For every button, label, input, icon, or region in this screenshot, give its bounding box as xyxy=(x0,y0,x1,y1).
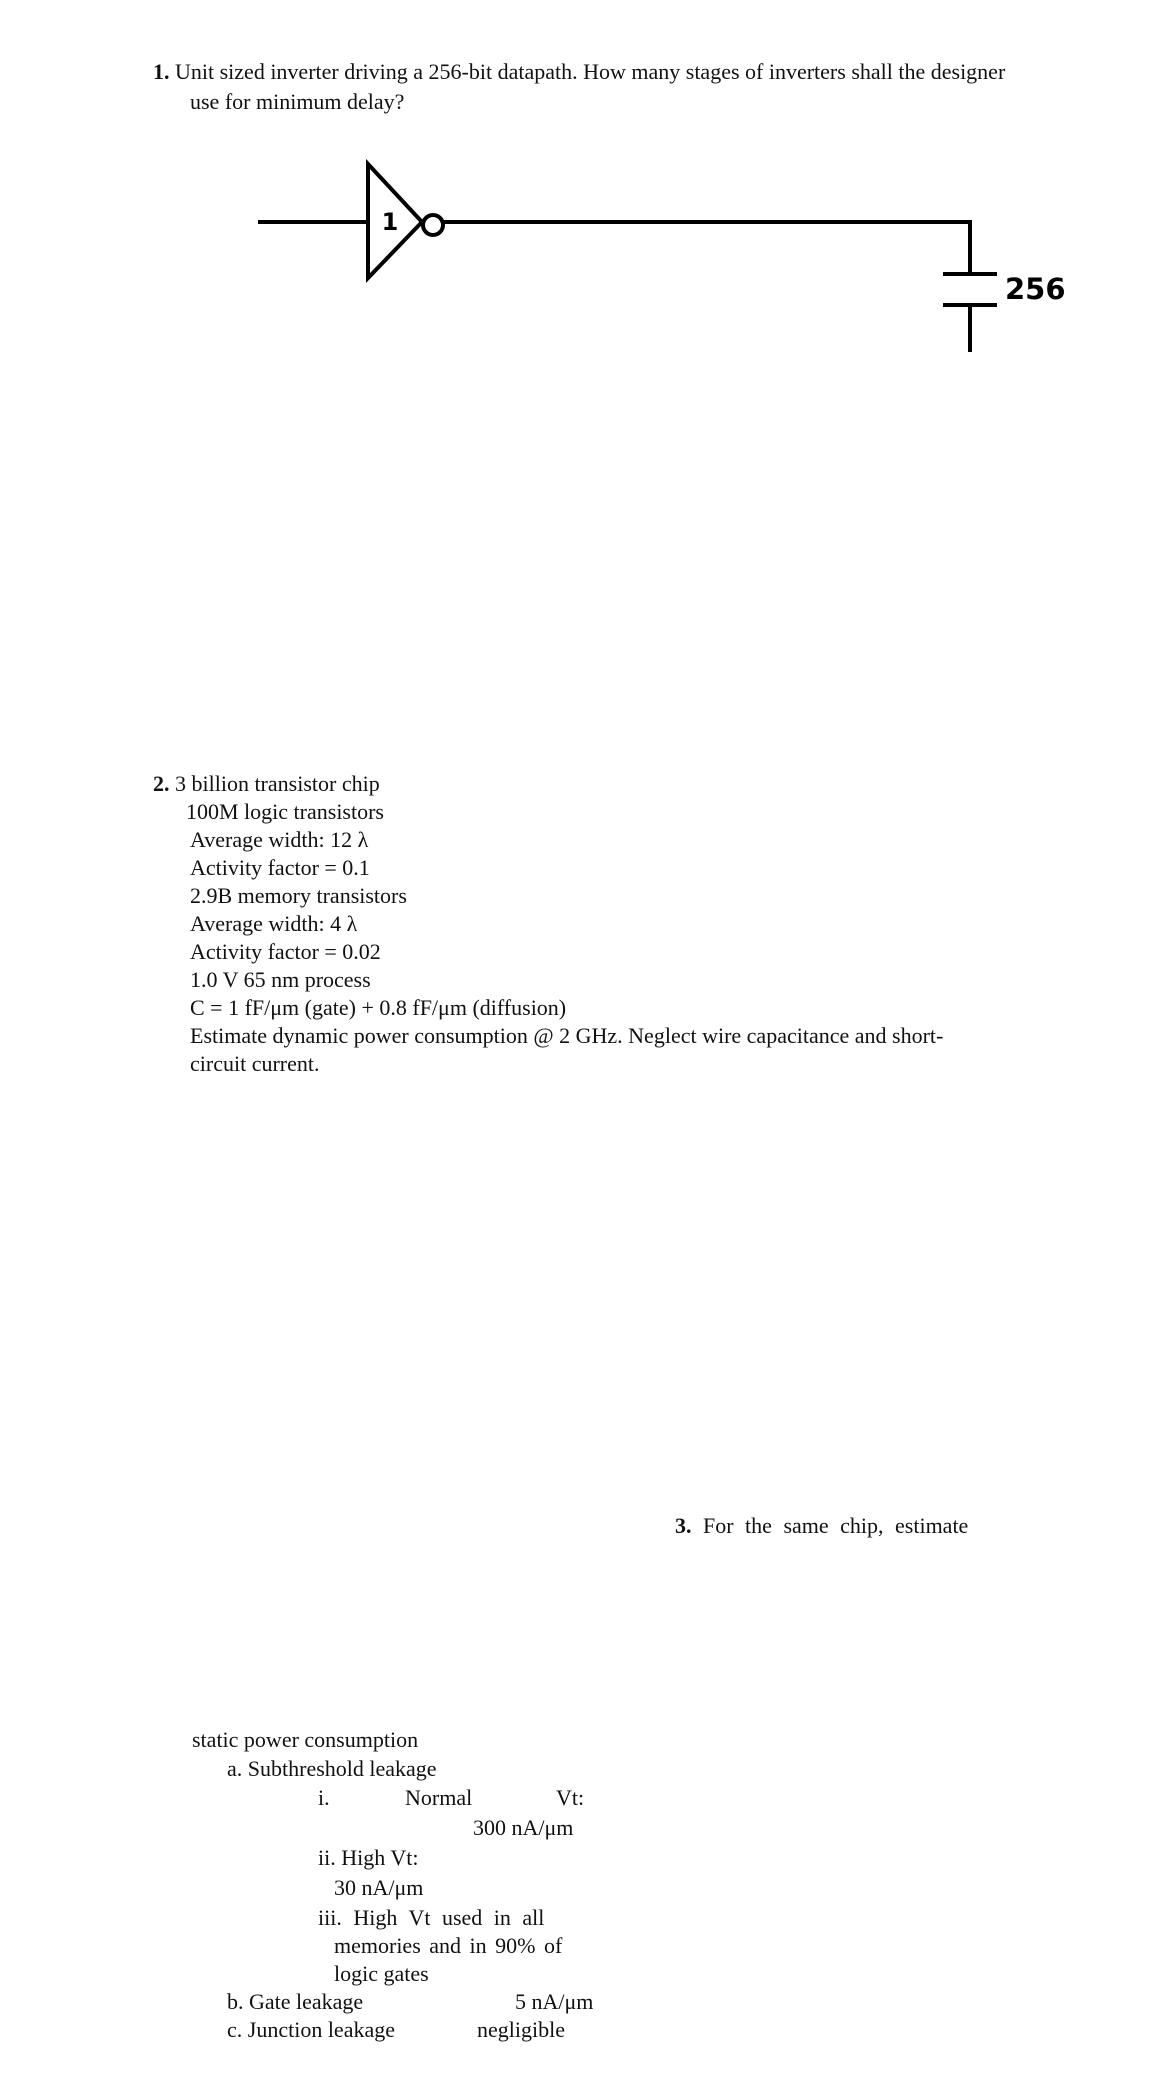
q3-gate-leakage-value: 5 nA/μm xyxy=(515,1989,594,2014)
q3-junction-leakage-value: negligible xyxy=(477,2017,565,2042)
q2-line: 100M logic transistors xyxy=(186,799,384,824)
q3-junction-leakage-label: c. Junction leakage xyxy=(227,2017,395,2042)
q1-line2: use for minimum delay? xyxy=(190,89,405,114)
q2-line: Average width: 12 λ xyxy=(190,827,369,852)
q3-static-line: static power consumption xyxy=(192,1727,419,1752)
q2-intro-line xyxy=(153,770,380,797)
q3-i-value: 300 nA/μm xyxy=(473,1815,574,1840)
q3-intro-line xyxy=(675,1512,968,1539)
q2-line: Average width: 4 λ xyxy=(190,911,358,936)
q2-line: circuit current. xyxy=(190,1051,320,1076)
q2-line: Activity factor = 0.1 xyxy=(190,855,370,880)
load-capacitance-label: 256 xyxy=(1005,272,1066,306)
q3-gate-leakage-label: b. Gate leakage xyxy=(227,1989,364,2014)
q3-iii-line1: iii. High Vt used in all xyxy=(318,1905,545,1930)
q1-number: 1. xyxy=(153,59,170,84)
q3-subthreshold-label: a. Subthreshold leakage xyxy=(227,1756,437,1781)
q3-ii-label: ii. High Vt: xyxy=(318,1845,419,1870)
q2-line: Estimate dynamic power consumption @ 2 GHz. Neglect wire capacitance and short- xyxy=(190,1023,944,1048)
q2-line: C = 1 fF/μm (gate) + 0.8 fF/μm (diffusion) xyxy=(190,995,567,1020)
q3-i-label: i. xyxy=(318,1785,330,1810)
q1-text: Unit sized inverter driving a 256-bit datapath. How many stages of inverters shall the designer xyxy=(175,59,1006,84)
q2-line: 2.9B memory transistors xyxy=(190,883,407,908)
inverter-size-label: 1 xyxy=(381,208,399,236)
inverter-circuit-diagram xyxy=(0,0,1170,400)
q3-iii-line3: logic gates xyxy=(334,1961,429,1986)
q3-i-vt: Vt: xyxy=(556,1785,585,1810)
q3-iii-line2: memories and in 90% of xyxy=(334,1933,563,1958)
q2-line: 1.0 V 65 nm process xyxy=(190,967,371,992)
q3-i-normal: Normal xyxy=(405,1785,473,1810)
q3-number: 3. xyxy=(675,1513,692,1538)
q3-ii-value: 30 nA/μm xyxy=(334,1875,424,1900)
q3-intro: For the same chip, estimate xyxy=(703,1513,969,1538)
q2-line: Activity factor = 0.02 xyxy=(190,939,381,964)
q2-number: 2. xyxy=(153,771,170,796)
inverter-output-bubble xyxy=(423,215,443,235)
q2-intro: 3 billion transistor chip xyxy=(175,771,380,796)
